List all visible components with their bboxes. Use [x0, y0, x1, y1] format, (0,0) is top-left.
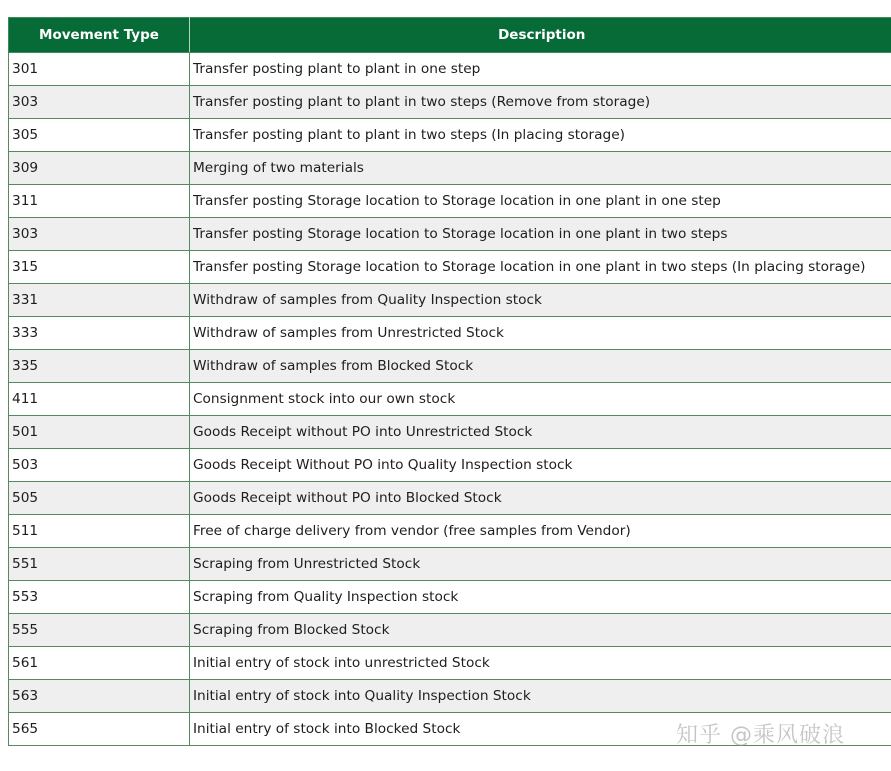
table-row: [9, 218, 891, 251]
description-cell: Goods Receipt without PO into Blocked Stock: [190, 482, 891, 515]
movement-type-cell: 505: [9, 482, 190, 515]
table-row: [9, 581, 891, 614]
description-cell: Transfer posting Storage location to Storage location in one plant in two steps: [190, 218, 891, 251]
table-header-row: [9, 18, 891, 53]
description-cell: Transfer posting Storage location to Storage location in one plant in one step: [190, 185, 891, 218]
movement-type-cell: 551: [9, 548, 190, 581]
table-row: [9, 152, 891, 185]
movement-type-cell: 311: [9, 185, 190, 218]
table-body: [9, 53, 891, 746]
movement-type-cell: 511: [9, 515, 190, 548]
movement-type-cell: 309: [9, 152, 190, 185]
description-cell: Merging of two materials: [190, 152, 891, 185]
description-cell: Transfer posting plant to plant in two steps (In placing storage): [190, 119, 891, 152]
table-row: [9, 251, 891, 284]
table-row: [9, 317, 891, 350]
movement-type-cell: 331: [9, 284, 190, 317]
description-cell: Scraping from Unrestricted Stock: [190, 548, 891, 581]
description-cell: Consignment stock into our own stock: [190, 383, 891, 416]
table-row: [9, 416, 891, 449]
movement-type-cell: 553: [9, 581, 190, 614]
description-cell: Transfer posting plant to plant in two steps (Remove from storage): [190, 86, 891, 119]
movement-type-cell: 501: [9, 416, 190, 449]
movement-type-cell: 303: [9, 218, 190, 251]
description-cell: Transfer posting plant to plant in one step: [190, 53, 891, 86]
table-row: [9, 53, 891, 86]
description-cell: Withdraw of samples from Quality Inspection stock: [190, 284, 891, 317]
description-cell: Scraping from Blocked Stock: [190, 614, 891, 647]
description-cell: Withdraw of samples from Unrestricted Stock: [190, 317, 891, 350]
movement-type-cell: 315: [9, 251, 190, 284]
description-cell: Initial entry of stock into Blocked Stock: [190, 713, 891, 746]
table-row: [9, 383, 891, 416]
description-cell: Goods Receipt without PO into Unrestricted Stock: [190, 416, 891, 449]
movement-type-cell: 561: [9, 647, 190, 680]
movement-type-cell: 411: [9, 383, 190, 416]
description-cell: Goods Receipt Without PO into Quality Inspection stock: [190, 449, 891, 482]
table-row: [9, 548, 891, 581]
table-row: [9, 350, 891, 383]
watermark-text: 知乎 @乘风破浪: [676, 723, 845, 748]
header-movement-type: Movement Type: [9, 18, 190, 53]
movement-type-cell: 563: [9, 680, 190, 713]
table-row: [9, 449, 891, 482]
movement-type-cell: 555: [9, 614, 190, 647]
description-cell: Withdraw of samples from Blocked Stock: [190, 350, 891, 383]
description-cell: Initial entry of stock into unrestricted Stock: [190, 647, 891, 680]
table-row: [9, 647, 891, 680]
movement-type-table-container: [8, 17, 891, 746]
movement-type-table: [8, 17, 891, 746]
movement-type-cell: 303: [9, 86, 190, 119]
table-row: [9, 185, 891, 218]
description-cell: Free of charge delivery from vendor (free samples from Vendor): [190, 515, 891, 548]
table-row: [9, 614, 891, 647]
table-row: [9, 86, 891, 119]
header-description: Description: [190, 18, 891, 53]
movement-type-cell: 333: [9, 317, 190, 350]
table-row: [9, 284, 891, 317]
movement-type-cell: 305: [9, 119, 190, 152]
table-row: [9, 515, 891, 548]
table-row: [9, 482, 891, 515]
table-row: [9, 119, 891, 152]
description-cell: Initial entry of stock into Quality Inspection Stock: [190, 680, 891, 713]
table-row: [9, 713, 891, 746]
table-row: [9, 680, 891, 713]
movement-type-cell: 301: [9, 53, 190, 86]
description-cell: Transfer posting Storage location to Storage location in one plant in two steps (In placing storage): [190, 251, 891, 284]
description-cell: Scraping from Quality Inspection stock: [190, 581, 891, 614]
movement-type-cell: 565: [9, 713, 190, 746]
movement-type-cell: 335: [9, 350, 190, 383]
movement-type-cell: 503: [9, 449, 190, 482]
